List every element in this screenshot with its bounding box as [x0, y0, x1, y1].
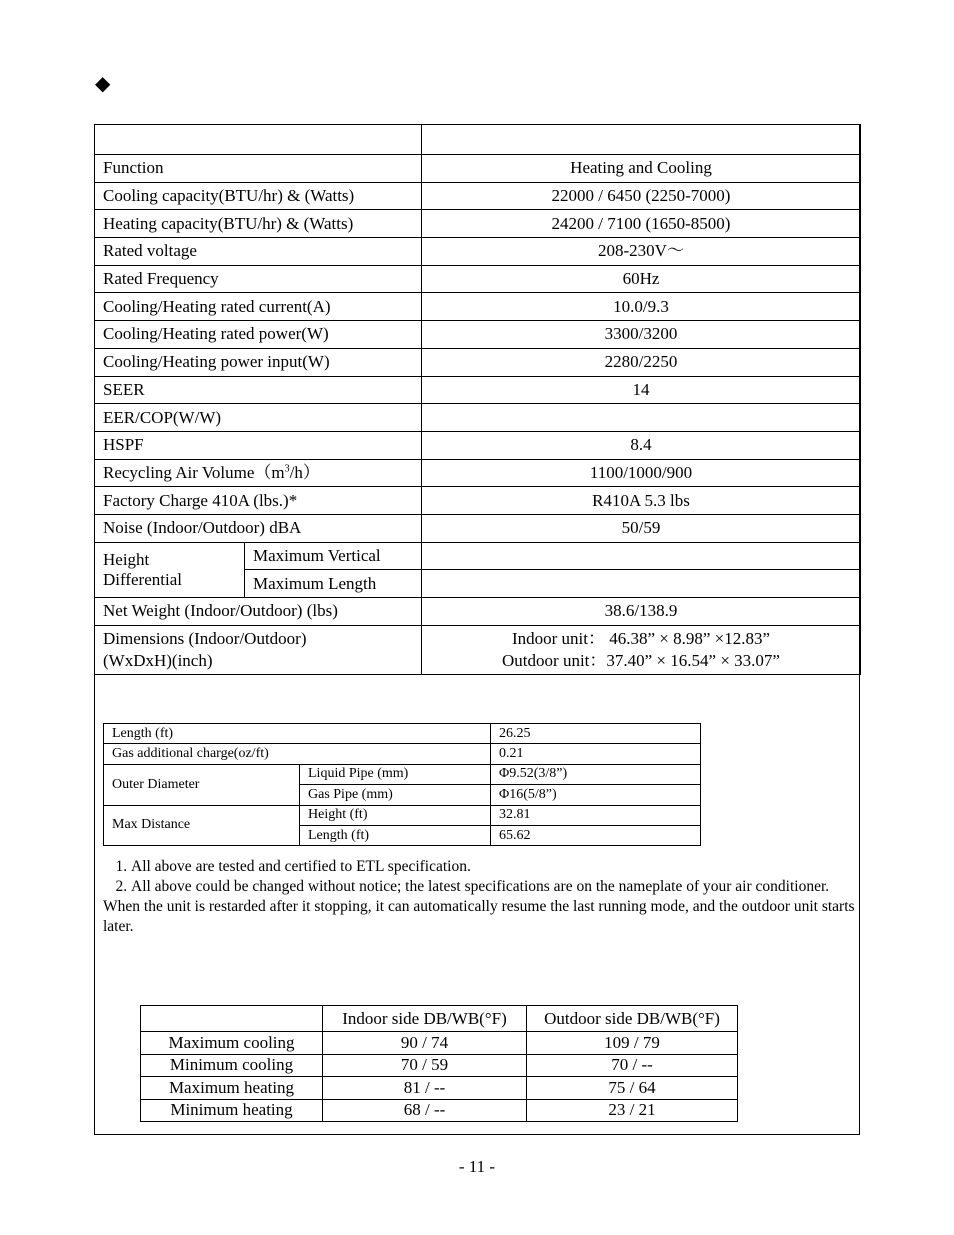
- conditions-cell: 90 / 74: [323, 1032, 527, 1055]
- table-row: [95, 293, 861, 321]
- notes-list: [103, 857, 855, 897]
- table-row: [95, 210, 861, 238]
- spec-frame: [94, 124, 860, 1135]
- table-row: [104, 744, 701, 764]
- pipe-len2-label: Length (ft): [300, 825, 491, 845]
- table-row: [95, 238, 861, 266]
- conditions-cell: 68 / --: [323, 1099, 527, 1122]
- spec-value: 22000 / 6450 (2250-7000): [422, 182, 861, 210]
- pipe-length-value: 26.25: [491, 724, 701, 744]
- spec-value: 3300/3200: [422, 321, 861, 349]
- pipe-max-label: Max Distance: [104, 805, 300, 846]
- conditions-table: [140, 1005, 738, 1122]
- conditions-cell: 70 / --: [527, 1054, 738, 1077]
- table-row: [95, 514, 861, 542]
- pipe-table: [103, 723, 701, 846]
- spec-value: 50/59: [422, 514, 861, 542]
- spec-label-part: /h）: [289, 462, 320, 482]
- spec-label: Cooling/Heating rated power(W): [95, 321, 422, 349]
- spec-value: 14: [422, 376, 861, 404]
- table-row: [141, 1099, 738, 1122]
- table-row: [95, 431, 861, 459]
- note-item-1: 1. All above are tested and certified to ETL specification.: [131, 857, 855, 877]
- table-row: [104, 724, 701, 744]
- spec-header-row: [95, 125, 861, 155]
- spec-value: 10.0/9.3: [422, 293, 861, 321]
- height-diff-sub-label: Maximum Length: [245, 570, 422, 598]
- height-diff-line2: Differential: [103, 569, 182, 589]
- spec-value: Heating and Cooling: [422, 155, 861, 183]
- conditions-cell: 109 / 79: [527, 1032, 738, 1055]
- spec-label: Cooling capacity(BTU/hr) & (Watts): [95, 182, 422, 210]
- conditions-header-cell: [141, 1006, 323, 1032]
- restart-note: When the unit is restarded after it stopping, it can automatically resume the last running mode, and the outdoor unit starts later.: [103, 898, 855, 935]
- table-row: [95, 487, 861, 515]
- table-row: [95, 265, 861, 293]
- spec-label-sup: 3: [284, 463, 290, 475]
- dimensions-label: [95, 625, 422, 674]
- spec-value: R410A 5.3 lbs: [422, 487, 861, 515]
- pipe-gas-label: Gas additional charge(oz/ft): [104, 744, 491, 764]
- table-row: [104, 764, 701, 784]
- table-row: [141, 1077, 738, 1100]
- table-row: [95, 376, 861, 404]
- spec-value: 1100/1000/900: [422, 459, 861, 487]
- table-row: [95, 598, 861, 626]
- dimensions-label-line1: Dimensions (Indoor/Outdoor): [103, 628, 307, 648]
- bullet-diamond-icon: ◆: [95, 73, 111, 95]
- spec-value: 60Hz: [422, 265, 861, 293]
- spec-label: Cooling/Heating rated current(A): [95, 293, 422, 321]
- height-diff-label: [95, 542, 245, 597]
- spec-value: 2280/2250: [422, 348, 861, 376]
- spec-label: Function: [95, 155, 422, 183]
- table-row: [95, 459, 861, 487]
- conditions-header-row: [141, 1006, 738, 1032]
- conditions-cell: 70 / 59: [323, 1054, 527, 1077]
- pipe-gaspipe-value: Φ16(5/8”): [491, 785, 701, 805]
- pipe-liquid-label: Liquid Pipe (mm): [300, 764, 491, 784]
- pipe-len2-value: 65.62: [491, 825, 701, 845]
- pipe-gaspipe-label: Gas Pipe (mm): [300, 785, 491, 805]
- notes: [103, 857, 855, 937]
- table-row: [95, 155, 861, 183]
- height-diff-sub-value: [422, 570, 861, 598]
- conditions-cell: 75 / 64: [527, 1077, 738, 1100]
- spec-label: Rated voltage: [95, 238, 422, 266]
- spec-label: Noise (Indoor/Outdoor) dBA: [95, 514, 422, 542]
- note-item-2: 2. All above could be changed without notice; the latest specifications are on the nameplate of your air conditioner.: [131, 877, 855, 897]
- table-row: [141, 1054, 738, 1077]
- table-row: [95, 404, 861, 432]
- table-row: [95, 542, 861, 570]
- table-row: [95, 182, 861, 210]
- table-row: [95, 321, 861, 349]
- spec-label: Cooling/Heating power input(W): [95, 348, 422, 376]
- net-weight-label: Net Weight (Indoor/Outdoor) (lbs): [95, 598, 422, 626]
- table-row: [104, 805, 701, 825]
- pipe-height-label: Height (ft): [300, 805, 491, 825]
- spec-label: Factory Charge 410A (lbs.)*: [95, 487, 422, 515]
- conditions-cell: Minimum cooling: [141, 1054, 323, 1077]
- spec-header-left: [95, 125, 422, 155]
- pipe-gas-value: 0.21: [491, 744, 701, 764]
- spec-label: [95, 459, 422, 487]
- conditions-header-cell: Indoor side DB/WB(°F): [323, 1006, 527, 1032]
- spec-label: EER/COP(W/W): [95, 404, 422, 432]
- spec-value: 208-230V～: [422, 238, 861, 266]
- conditions-cell: 81 / --: [323, 1077, 527, 1100]
- table-row: [141, 1032, 738, 1055]
- spec-value: [422, 404, 861, 432]
- spec-table: [94, 124, 861, 675]
- height-diff-line1: Height: [103, 549, 150, 569]
- conditions-cell: Maximum heating: [141, 1077, 323, 1100]
- pipe-liquid-value: Φ9.52(3/8”): [491, 764, 701, 784]
- dimensions-value: [422, 625, 861, 674]
- height-diff-sub-label: Maximum Vertical: [245, 542, 422, 570]
- net-weight-value: 38.6/138.9: [422, 598, 861, 626]
- conditions-cell: Maximum cooling: [141, 1032, 323, 1055]
- page-number: - 11 -: [458, 1157, 496, 1176]
- pipe-height-value: 32.81: [491, 805, 701, 825]
- dimensions-value-line2: Outdoor unit：37.40” × 16.54” × 33.07”: [502, 650, 780, 670]
- spec-label: HSPF: [95, 431, 422, 459]
- dimensions-value-line1: Indoor unit： 46.38” × 8.98” ×12.83”: [511, 628, 771, 648]
- pipe-outer-label: Outer Diameter: [104, 764, 300, 805]
- spec-label: SEER: [95, 376, 422, 404]
- table-row: [95, 625, 861, 674]
- spec-label: Heating capacity(BTU/hr) & (Watts): [95, 210, 422, 238]
- height-diff-sub-value: [422, 542, 861, 570]
- conditions-cell: Minimum heating: [141, 1099, 323, 1122]
- spec-value: 24200 / 7100 (1650-8500): [422, 210, 861, 238]
- spec-label: Rated Frequency: [95, 265, 422, 293]
- conditions-header-cell: Outdoor side DB/WB(°F): [527, 1006, 738, 1032]
- spec-value: 8.4: [422, 431, 861, 459]
- spec-header-right: [422, 125, 861, 155]
- conditions-cell: 23 / 21: [527, 1099, 738, 1122]
- table-row: [95, 348, 861, 376]
- spec-label-part: Recycling Air Volume（m: [103, 462, 285, 482]
- pipe-length-label: Length (ft): [104, 724, 491, 744]
- dimensions-label-line2: (WxDxH)(inch): [103, 650, 213, 670]
